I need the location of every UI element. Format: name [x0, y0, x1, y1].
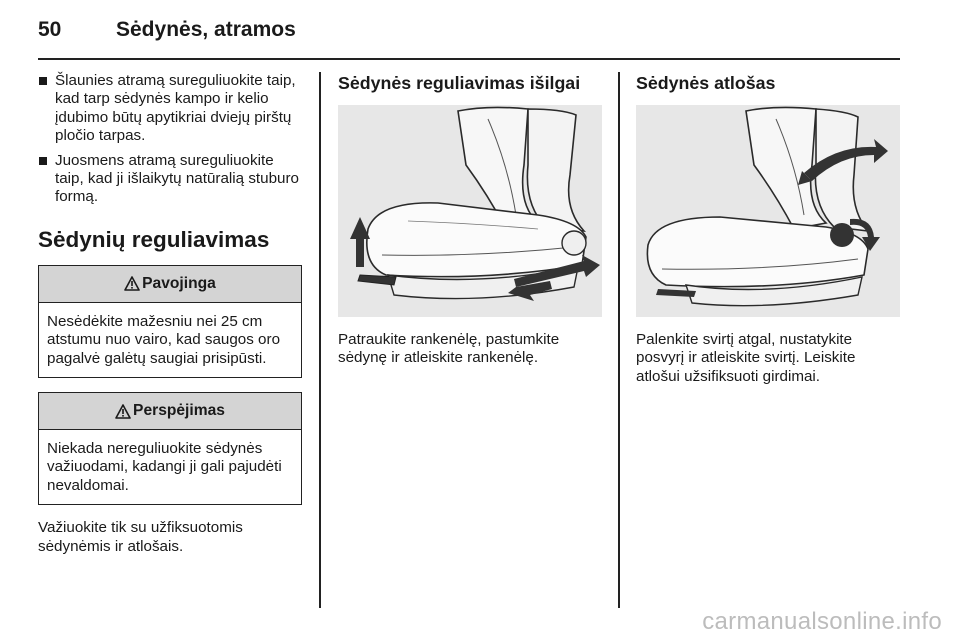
list-item	[38, 72, 302, 146]
column-divider-2	[618, 72, 620, 608]
watermark: carmanualsonline.info	[702, 608, 942, 635]
closing-paragraph: Važiuokite tik su užfiksuotomis sėdynėmis ir atlošais.	[38, 519, 243, 555]
bullet-text: Šlaunies atramą sureguliuokite taip, kad tarp sėdynės kampo ir kelio įdubimo būtų apytikriai dviejų pirštų pločio tarpas.	[55, 72, 296, 145]
fore-aft-caption: Patraukite rankenėlę, pastumkite sėdynę ir atleiskite rankenėlę.	[338, 331, 560, 367]
column-right	[636, 72, 900, 386]
column-left	[38, 72, 302, 556]
bullet-square-icon	[39, 77, 47, 85]
header-divider	[38, 58, 900, 60]
caution-box-text: Niekada nereguliuokite sėdynės važiuodami, kadangi ji gali pajudėti nevaldomai.	[47, 440, 282, 494]
caution-box-title: Perspėjimas	[133, 402, 225, 420]
caution-box	[38, 392, 302, 505]
section-heading: Sėdynių reguliavimas	[38, 226, 270, 252]
danger-box-title: Pavojinga	[142, 274, 216, 292]
bullet-square-icon	[39, 157, 47, 165]
danger-box-header	[39, 266, 301, 303]
seat-backrest-illustration	[636, 105, 900, 317]
warning-triangle-icon	[115, 404, 131, 419]
bullet-list	[38, 72, 302, 207]
backrest-caption: Palenkite svirtį atgal, nustatykite posvyrį ir atleiskite svirtį. Leiskite atlošui užsifiksuoti girdimai.	[636, 331, 856, 385]
column-middle	[338, 72, 602, 368]
bullet-text: Juosmens atramą sureguliuokite taip, kad ji išlaikytų natūralią stuburo formą.	[55, 151, 299, 206]
list-item	[38, 152, 302, 207]
column-divider-1	[319, 72, 321, 608]
danger-box	[38, 265, 302, 378]
backrest-heading: Sėdynės atlošas	[636, 73, 776, 93]
seat-fore-aft-illustration	[338, 105, 602, 317]
danger-box-text: Nesėdėkite mažesniu nei 25 cm atstumu nuo vairo, kad saugos oro pagalvė galėtų saugiai prisipūsti.	[47, 312, 281, 367]
caution-box-header	[39, 393, 301, 430]
fore-aft-heading: Sėdynės reguliavimas išilgai	[338, 73, 581, 93]
page-number: 50	[38, 18, 62, 41]
running-title: Sėdynės, atramos	[116, 18, 296, 41]
warning-triangle-icon	[124, 276, 140, 291]
page-header	[38, 18, 900, 62]
